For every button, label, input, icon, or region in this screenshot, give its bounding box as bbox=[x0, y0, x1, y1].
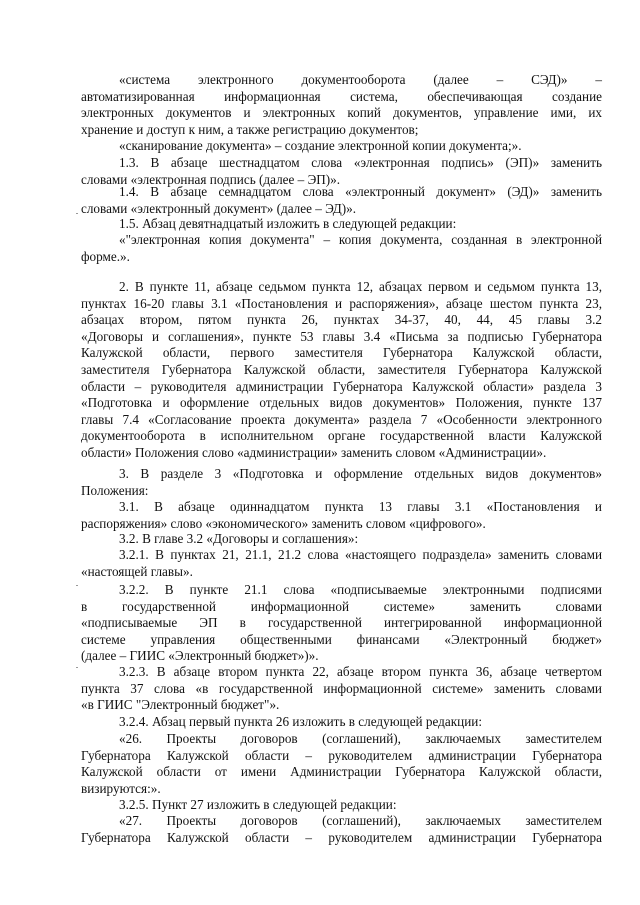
text-line: 1.4. В абзаце семнадцатом слова «электронный документ» (ЭД)» заменить bbox=[119, 184, 602, 199]
text-line: «сканирование документа» – создание электронной копии документа;». bbox=[119, 138, 522, 153]
text-line: 3. В разделе 3 «Подготовка и оформление отдельных видов документов» bbox=[119, 466, 602, 481]
text-line: 1.3. В абзаце шестнадцатом слова «электронная подпись» (ЭП)» заменить bbox=[119, 155, 602, 170]
text-line: пунктах 16-20 главы 3.1 «Постановления и распоряжения», абзаце шестом пункта 23, bbox=[81, 295, 602, 311]
text-line: (далее – ГИИС «Электронный бюджет»)». bbox=[81, 648, 319, 664]
text-line: главы 7.4 «Согласование проекта документа» раздела 7 «Особенности электронного bbox=[81, 411, 602, 427]
text-line: Калужской области от имени Администрации Губернатора Калужской области, bbox=[81, 764, 602, 780]
text-line: 3.2.1. В пунктах 21, 21.1, 21.2 слова «настоящего подраздела» заменить словами bbox=[119, 547, 602, 562]
text-line: Губернатора Калужской области – руководителем администрации Губернатора bbox=[81, 747, 602, 763]
paragraph-3-2-1 bbox=[81, 547, 602, 580]
paragraph-3-2-5 bbox=[81, 797, 602, 814]
text-line: «"электронная копия документа" – копия документа, созданная в электронной bbox=[119, 232, 602, 247]
scan-speck bbox=[76, 667, 78, 668]
text-line: 3.2.2. В пункте 21.1 слова «подписываемые электронными подписями bbox=[119, 582, 602, 597]
text-line: пункта 37 слова «в государственной информационной системе» заменить словами bbox=[81, 680, 602, 696]
text-line: Губернатора Калужской области – руководителем администрации Губернатора bbox=[81, 829, 602, 845]
paragraph-copy-definition bbox=[81, 232, 602, 265]
scan-speck bbox=[76, 213, 78, 214]
paragraph-item-27 bbox=[81, 813, 602, 846]
text-line: 3.2.4. Абзац первый пункта 26 изложить в следующей редакции: bbox=[119, 714, 482, 729]
paragraph-sed-definition bbox=[81, 72, 602, 138]
text-line: «система электронного документооборота (далее – СЭД)» – bbox=[119, 72, 602, 87]
paragraph-3-1 bbox=[81, 499, 602, 532]
text-line: области – руководителя администрации Губернатора Калужской области» раздела 3 bbox=[81, 378, 602, 394]
text-line: заместителя Губернатора Калужской области, заместителя Губернатора Калужской bbox=[81, 361, 602, 377]
text-line: «в ГИИС "Электронный бюджет"». bbox=[81, 697, 280, 713]
text-line: области» Положения слово «администрации» заменить словом «Администрации». bbox=[81, 444, 547, 460]
text-line: Калужской области, первого заместителя Губернатора Калужской области, bbox=[81, 345, 602, 361]
text-line: в государственной информационной системе» заменить словами bbox=[81, 598, 602, 614]
text-line: абзацах втором, пятом пункта 26, пунктах 34-37, 40, 44, 45 главы 3.2 bbox=[81, 312, 602, 328]
text-line: 3.2.3. В абзаце втором пункта 22, абзаце втором пункта 36, абзаце четвертом bbox=[119, 664, 602, 679]
paragraph-3-2-4 bbox=[81, 714, 602, 731]
text-line: 3.1. В абзаце одиннадцатом пункта 13 главы 3.1 «Постановления и bbox=[119, 499, 602, 514]
text-line: «26. Проекты договоров (соглашений), заключаемых заместителем bbox=[119, 731, 602, 746]
text-line: «Подготовка и оформление отдельных видов документов» Положения, пункте 137 bbox=[81, 395, 602, 411]
text-line: распоряжения» слово «экономического» заменить словом «цифрового». bbox=[81, 515, 486, 531]
paragraph-1-4 bbox=[81, 184, 602, 217]
text-line: документооборота в исполнительном органе государственной власти Калужской bbox=[81, 428, 602, 444]
paragraph-3-2 bbox=[81, 531, 602, 548]
paragraph-3-2-3 bbox=[81, 664, 602, 714]
text-line: словами «электронный документ» (далее – ЭД)». bbox=[81, 200, 357, 216]
paragraph-3 bbox=[81, 466, 602, 499]
text-line: 3.2.5. Пункт 27 изложить в следующей редакции: bbox=[119, 797, 397, 812]
text-line: «Договоры и соглашения», пункте 53 главы 3.4 «Письма за подписью Губернатора bbox=[81, 328, 602, 344]
paragraph-item-26 bbox=[81, 731, 602, 797]
text-line: 2. В пункте 11, абзаце седьмом пункта 12, абзацах первом и седьмом пункта 13, bbox=[119, 279, 602, 294]
scan-speck bbox=[76, 585, 78, 586]
text-line: электронных документов и электронных копий документов, управление ими, их bbox=[81, 105, 602, 121]
text-line: «настоящей главы». bbox=[81, 563, 193, 579]
text-line: 3.2. В главе 3.2 «Договоры и соглашения»: bbox=[119, 531, 359, 546]
text-line: «подписываемые ЭП в государственной интегрированной информационной bbox=[81, 615, 602, 631]
paragraph-1-5 bbox=[81, 216, 602, 233]
paragraph-3-2-2 bbox=[81, 582, 602, 665]
text-line: автоматизированная информационная система, обеспечивающая создание bbox=[81, 88, 602, 104]
text-line: 1.5. Абзац девятнадцатый изложить в следующей редакции: bbox=[119, 216, 457, 231]
text-line: визируются:». bbox=[81, 780, 161, 796]
text-line: системе управления общественными финансами «Электронный бюджет» bbox=[81, 631, 602, 647]
text-line: «27. Проекты договоров (соглашений), заключаемых заместителем bbox=[119, 813, 602, 828]
text-line: хранение и доступ к ним, а также регистрацию документов; bbox=[81, 121, 419, 137]
paragraph-scanning-definition bbox=[81, 138, 602, 155]
text-line: форме.». bbox=[81, 248, 130, 264]
text-line: словами «электронная подпись (далее – ЭП)». bbox=[81, 171, 341, 187]
text-line: Положения: bbox=[81, 482, 149, 498]
paragraph-2 bbox=[81, 279, 602, 462]
